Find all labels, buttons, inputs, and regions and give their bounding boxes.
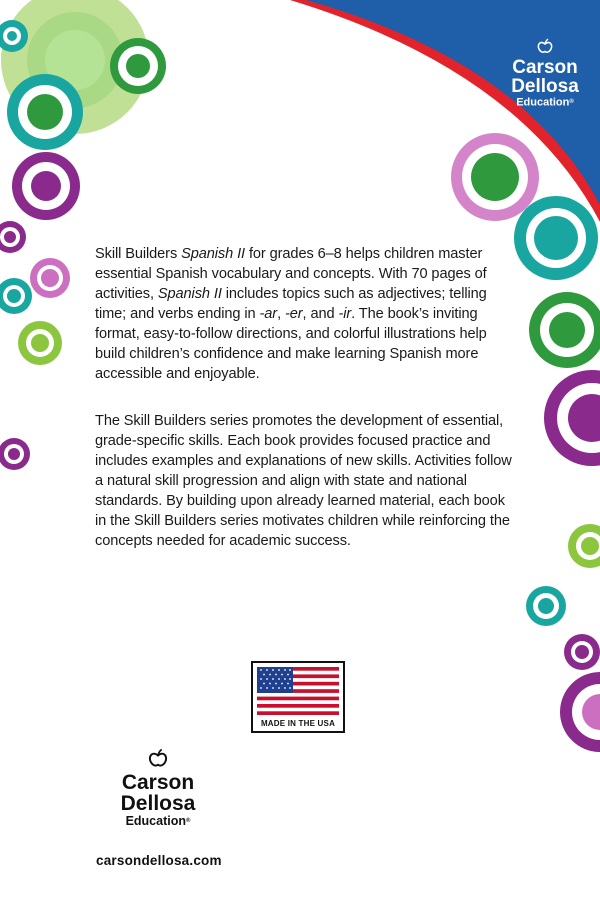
made-in-usa-label: MADE IN THE USA [260, 719, 336, 728]
us-flag-icon [257, 667, 339, 715]
logo-line-dellosa: Dellosa [511, 76, 579, 97]
p1-and: , and [302, 306, 339, 322]
p1-book-title-a: Spanish II [181, 246, 245, 262]
description-paragraph-1 [95, 244, 515, 384]
logo-line-carson: Carson [512, 57, 578, 78]
registered-mark: ® [186, 818, 191, 825]
p1-text-a: Skill Builders [95, 246, 182, 262]
circle-cluster-top-left [0, 0, 166, 220]
circle-cluster-left [0, 221, 70, 470]
p1-text-c: includes topics such as adjectives; telling time; and verbs ending in [95, 286, 487, 322]
logo-line-education: Education [125, 814, 186, 828]
website-url: carsondellosa.com [96, 853, 222, 868]
p1-text-d: . The book’s inviting format, easy-to-follow directions, and colorful illustrations help build children’s confidence and make learning Spanish more accessible and enjoyable. [95, 306, 487, 382]
registered-mark: ® [569, 99, 574, 105]
p1-comma-a: , [277, 306, 285, 322]
p1-verb-er: -er [285, 306, 303, 322]
p1-book-title-b: Spanish II [157, 286, 222, 302]
made-in-usa-badge [251, 661, 345, 733]
logo-line-carson: Carson [121, 771, 195, 794]
apple-icon [147, 748, 169, 768]
description-paragraph-2: The Skill Builders series promotes the development of essential, grade-specific skills. Each book provides focused practice and includes examples and explanations of new skills. Activities follow a natural skill progression and align with state and national standards. By building upon already learned material, each book in the Skill Builders series motivates children while reinforcing the concepts needed for academic success. [95, 413, 512, 549]
publisher-logo-bottom [108, 748, 208, 829]
publisher-logo-top [500, 38, 590, 109]
p1-text-b: for grades 6–8 helps children master essential Spanish vocabulary and concepts. With 70 pages of activities, [95, 246, 487, 302]
p1-verb-ar: -ar [259, 306, 278, 322]
logo-line-dellosa: Dellosa [120, 792, 196, 815]
logo-line-education: Education [516, 96, 570, 109]
p1-verb-ir: -ir [338, 306, 352, 322]
apple-icon [536, 38, 554, 54]
